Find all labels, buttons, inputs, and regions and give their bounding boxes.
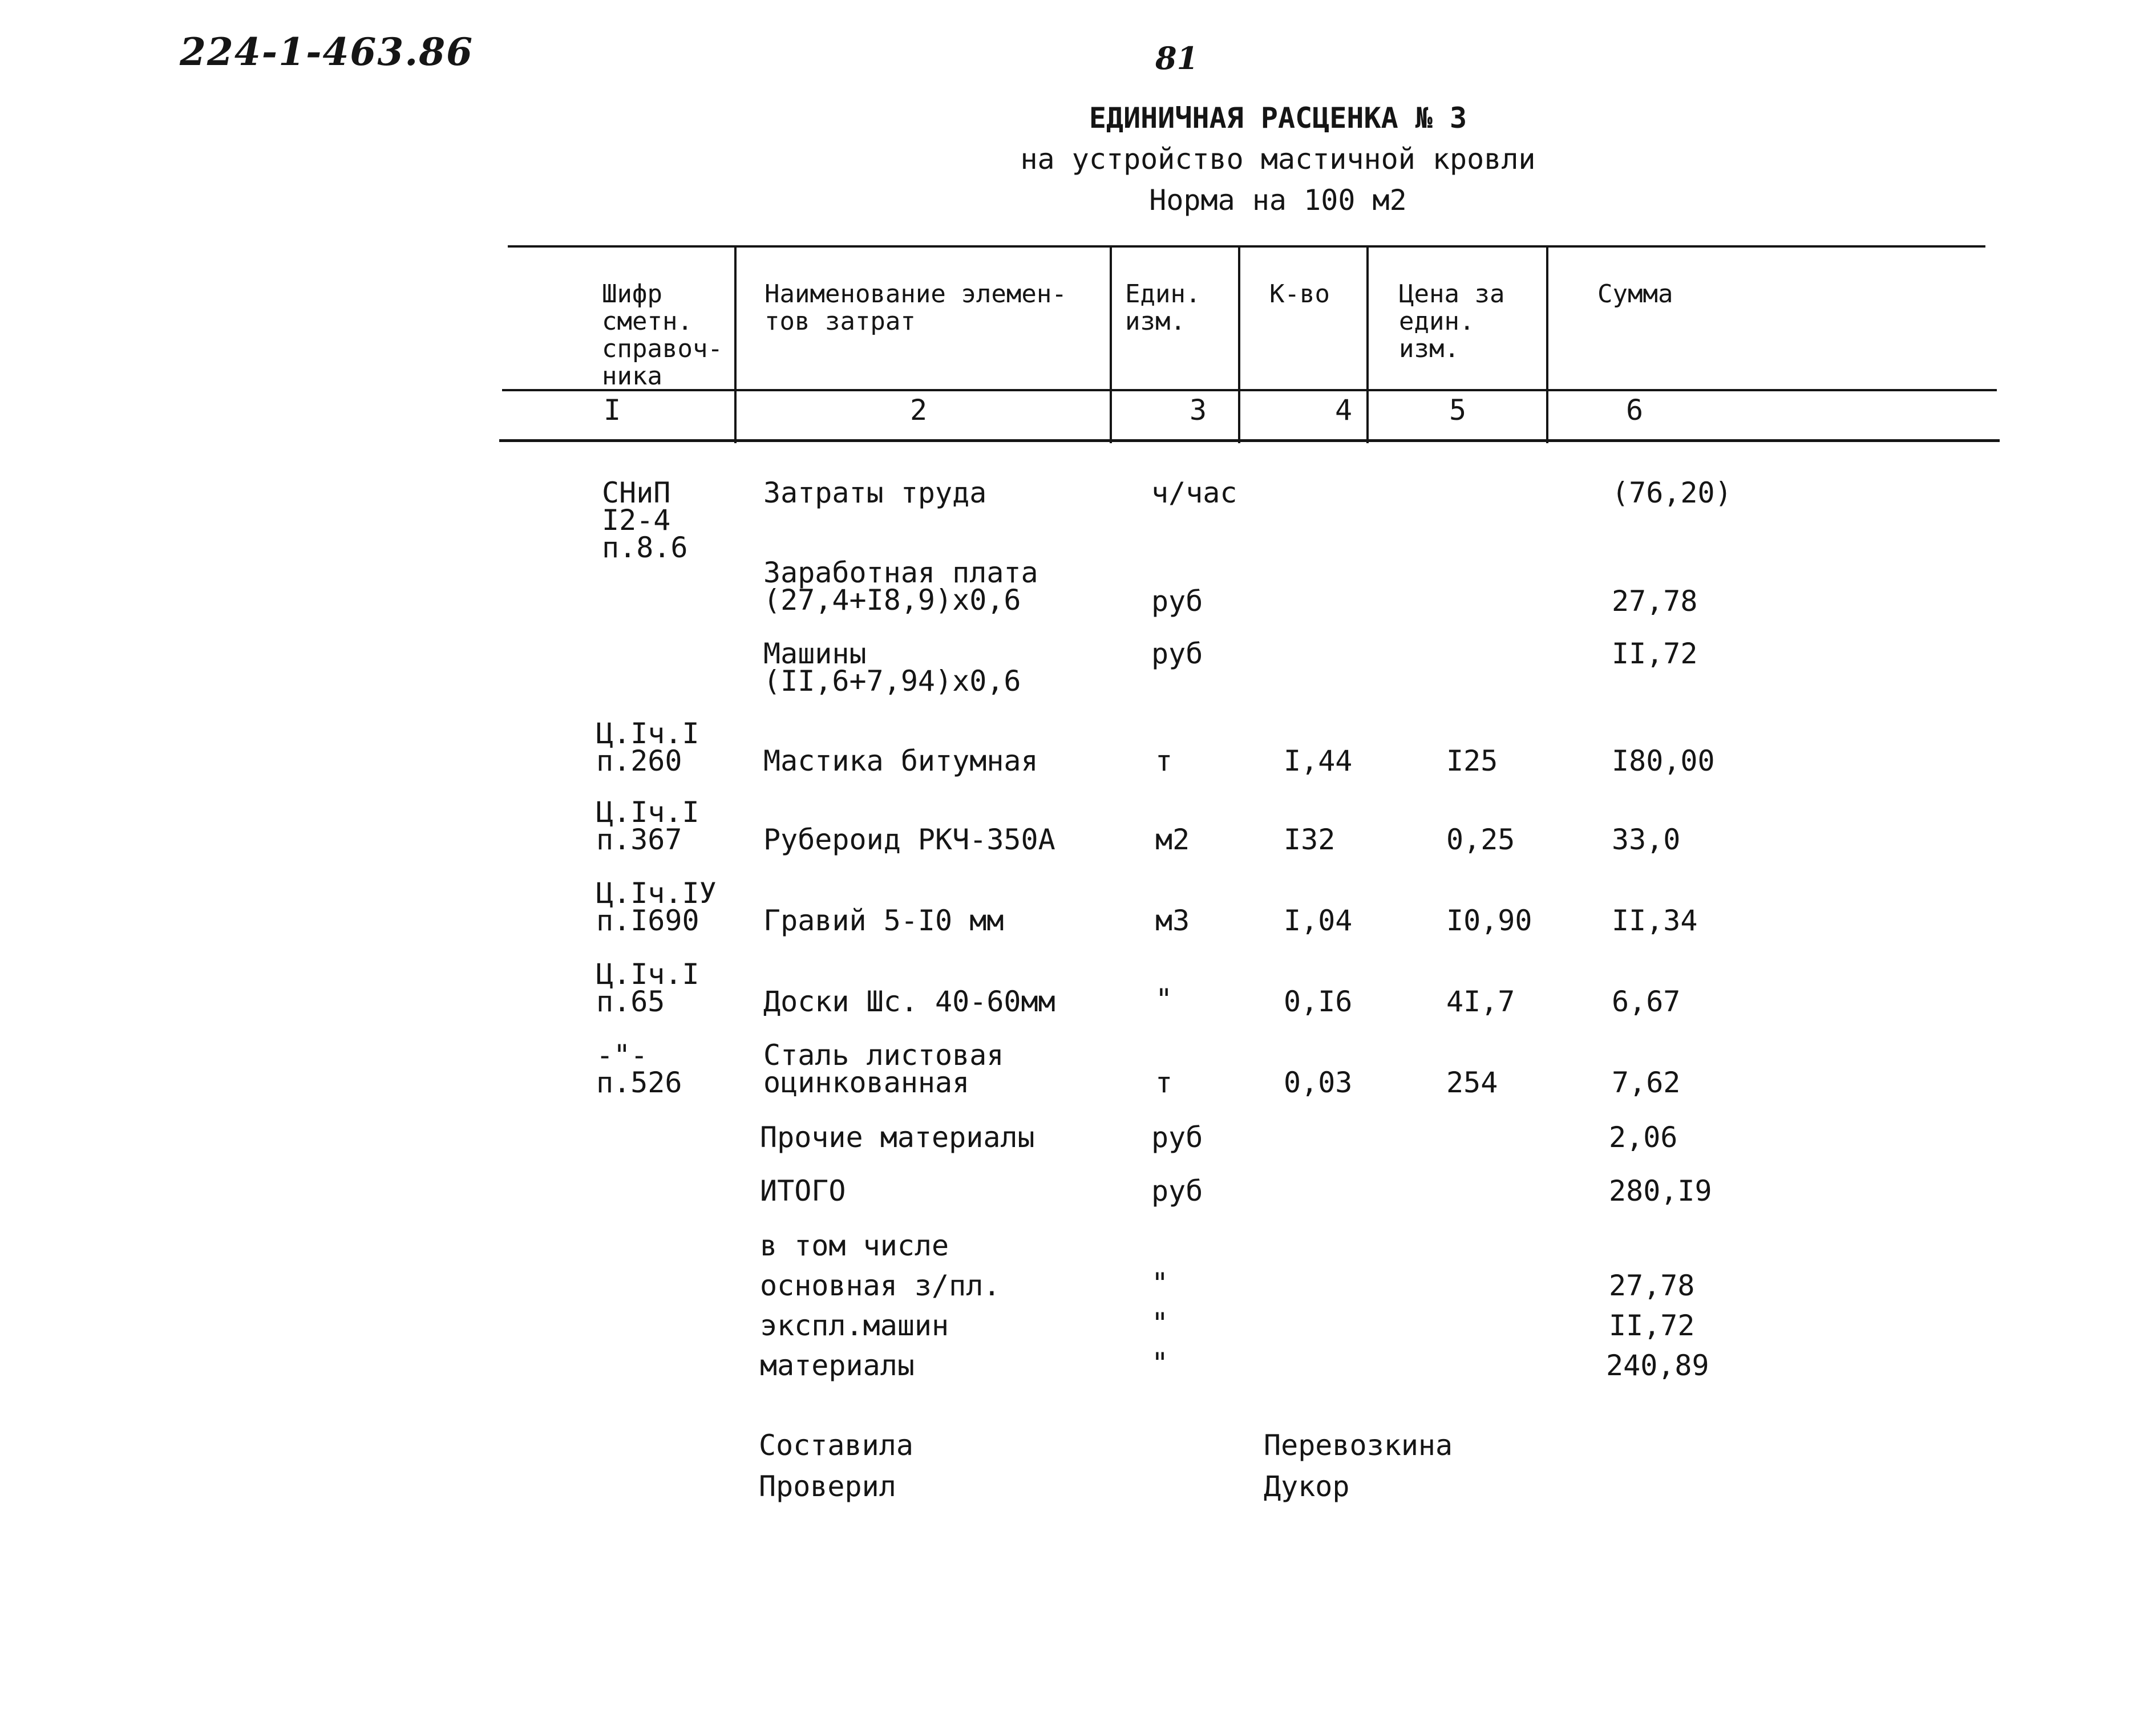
- row-name: Затраты труда: [763, 476, 987, 509]
- breakdown-unit: ": [1151, 1267, 1169, 1300]
- row-qty: I32: [1284, 823, 1336, 856]
- header-name: Наименование элемен- тов затрат: [764, 279, 1067, 336]
- row-price: 0,25: [1446, 823, 1515, 856]
- row-unit: ": [1155, 983, 1173, 1016]
- column-numbers-bottom-rule: [499, 439, 2000, 442]
- compiled-name: Перевозкина: [1264, 1429, 1453, 1462]
- header-sum: Сумма: [1597, 279, 1673, 309]
- document-code: 224-1-463.86: [180, 30, 474, 74]
- breakdown-sum: 240,89: [1606, 1349, 1709, 1382]
- row-unit: м3: [1155, 904, 1190, 937]
- row-name: Прочие материалы: [760, 1121, 1035, 1154]
- norm-line: Норма на 100 м2: [1149, 184, 1407, 217]
- document-title: ЕДИНИЧНАЯ РАСЦЕНКА № 3: [1089, 102, 1467, 135]
- row-qty: 0,I6: [1284, 985, 1353, 1018]
- row-unit: руб: [1151, 585, 1203, 618]
- row-price: 4I,7: [1446, 985, 1515, 1018]
- breakdown-sum: II,72: [1609, 1309, 1695, 1342]
- header-qty: К-во: [1269, 279, 1330, 309]
- row-unit: т: [1155, 744, 1173, 777]
- row-qty: 0,03: [1284, 1066, 1353, 1099]
- header-unit: Един. изм.: [1125, 279, 1201, 336]
- breakdown-unit: ": [1151, 1307, 1169, 1340]
- column-number: 2: [910, 394, 928, 427]
- row-unit: т: [1155, 1066, 1173, 1099]
- column-divider: [1366, 246, 1369, 443]
- column-divider: [1238, 246, 1240, 443]
- total-label: ИТОГО: [760, 1174, 846, 1208]
- header-price: Цена за един. изм.: [1399, 279, 1505, 363]
- row-code: СНиП I2-4 п.8.6: [602, 476, 688, 564]
- row-name: Заработная плата (27,4+I8,9)х0,6: [763, 556, 1038, 617]
- row-sum: II,34: [1612, 904, 1698, 937]
- checked-name: Дукор: [1264, 1470, 1350, 1503]
- row-name: Сталь листовая оцинкованная: [763, 1039, 1004, 1099]
- breakdown-name: основная з/пл.: [760, 1269, 1001, 1302]
- row-name: Рубероид РКЧ-350А: [763, 823, 1055, 856]
- breakdown-sum: 27,78: [1609, 1269, 1695, 1302]
- document-subtitle: на устройство мастичной кровли: [1020, 143, 1536, 176]
- row-name: Гравий 5-I0 мм: [763, 904, 1004, 937]
- total-sum: 280,I9: [1609, 1174, 1712, 1208]
- row-name: Мастика битумная: [763, 744, 1038, 777]
- row-code: Ц.Iч.I п.367: [596, 796, 699, 856]
- row-price: I25: [1446, 744, 1498, 777]
- row-price: 254: [1446, 1066, 1498, 1099]
- row-unit: ч/час: [1151, 476, 1237, 509]
- row-unit: м2: [1155, 823, 1190, 856]
- row-name: Машины (II,6+7,94)х0,6: [763, 637, 1021, 698]
- column-number: 6: [1626, 394, 1644, 427]
- row-qty: I,44: [1284, 744, 1353, 777]
- row-sum: 2,06: [1609, 1121, 1678, 1154]
- row-sum: II,72: [1612, 637, 1698, 670]
- total-unit: руб: [1151, 1174, 1203, 1208]
- page-number: 81: [1155, 40, 1199, 76]
- table-top-rule: [508, 245, 1985, 248]
- column-divider: [1546, 246, 1548, 443]
- row-unit: руб: [1151, 637, 1203, 670]
- row-sum: (76,20): [1612, 476, 1732, 509]
- header-code: Шифр сметн. справоч- ника: [602, 279, 723, 391]
- row-sum: 6,67: [1612, 985, 1681, 1018]
- row-name: Доски Шс. 40-60мм: [763, 985, 1055, 1018]
- compiled-label: Составила: [759, 1429, 913, 1462]
- row-sum: 7,62: [1612, 1066, 1681, 1099]
- breakdown-unit: ": [1151, 1347, 1169, 1380]
- column-number: 5: [1449, 394, 1467, 427]
- including-label: в том числе: [760, 1229, 949, 1262]
- row-sum: 33,0: [1612, 823, 1681, 856]
- column-divider: [1110, 246, 1112, 443]
- row-code: Ц.Iч.I п.260: [596, 717, 699, 777]
- row-code: Ц.Iч.I п.65: [596, 958, 699, 1018]
- breakdown-name: материалы: [760, 1349, 915, 1382]
- row-sum: I80,00: [1612, 744, 1715, 777]
- row-qty: I,04: [1284, 904, 1353, 937]
- checked-label: Проверил: [759, 1470, 896, 1503]
- column-number: 4: [1335, 394, 1353, 427]
- row-unit: руб: [1151, 1121, 1203, 1154]
- row-code: -"- п.526: [596, 1039, 682, 1099]
- breakdown-name: экспл.машин: [760, 1309, 949, 1342]
- column-number: I: [604, 394, 621, 427]
- row-code: Ц.Iч.IУ п.I690: [596, 877, 717, 937]
- column-number: 3: [1190, 394, 1207, 427]
- column-divider: [734, 246, 737, 443]
- row-sum: 27,78: [1612, 585, 1698, 618]
- header-divider-rule: [502, 389, 1997, 391]
- row-price: I0,90: [1446, 904, 1532, 937]
